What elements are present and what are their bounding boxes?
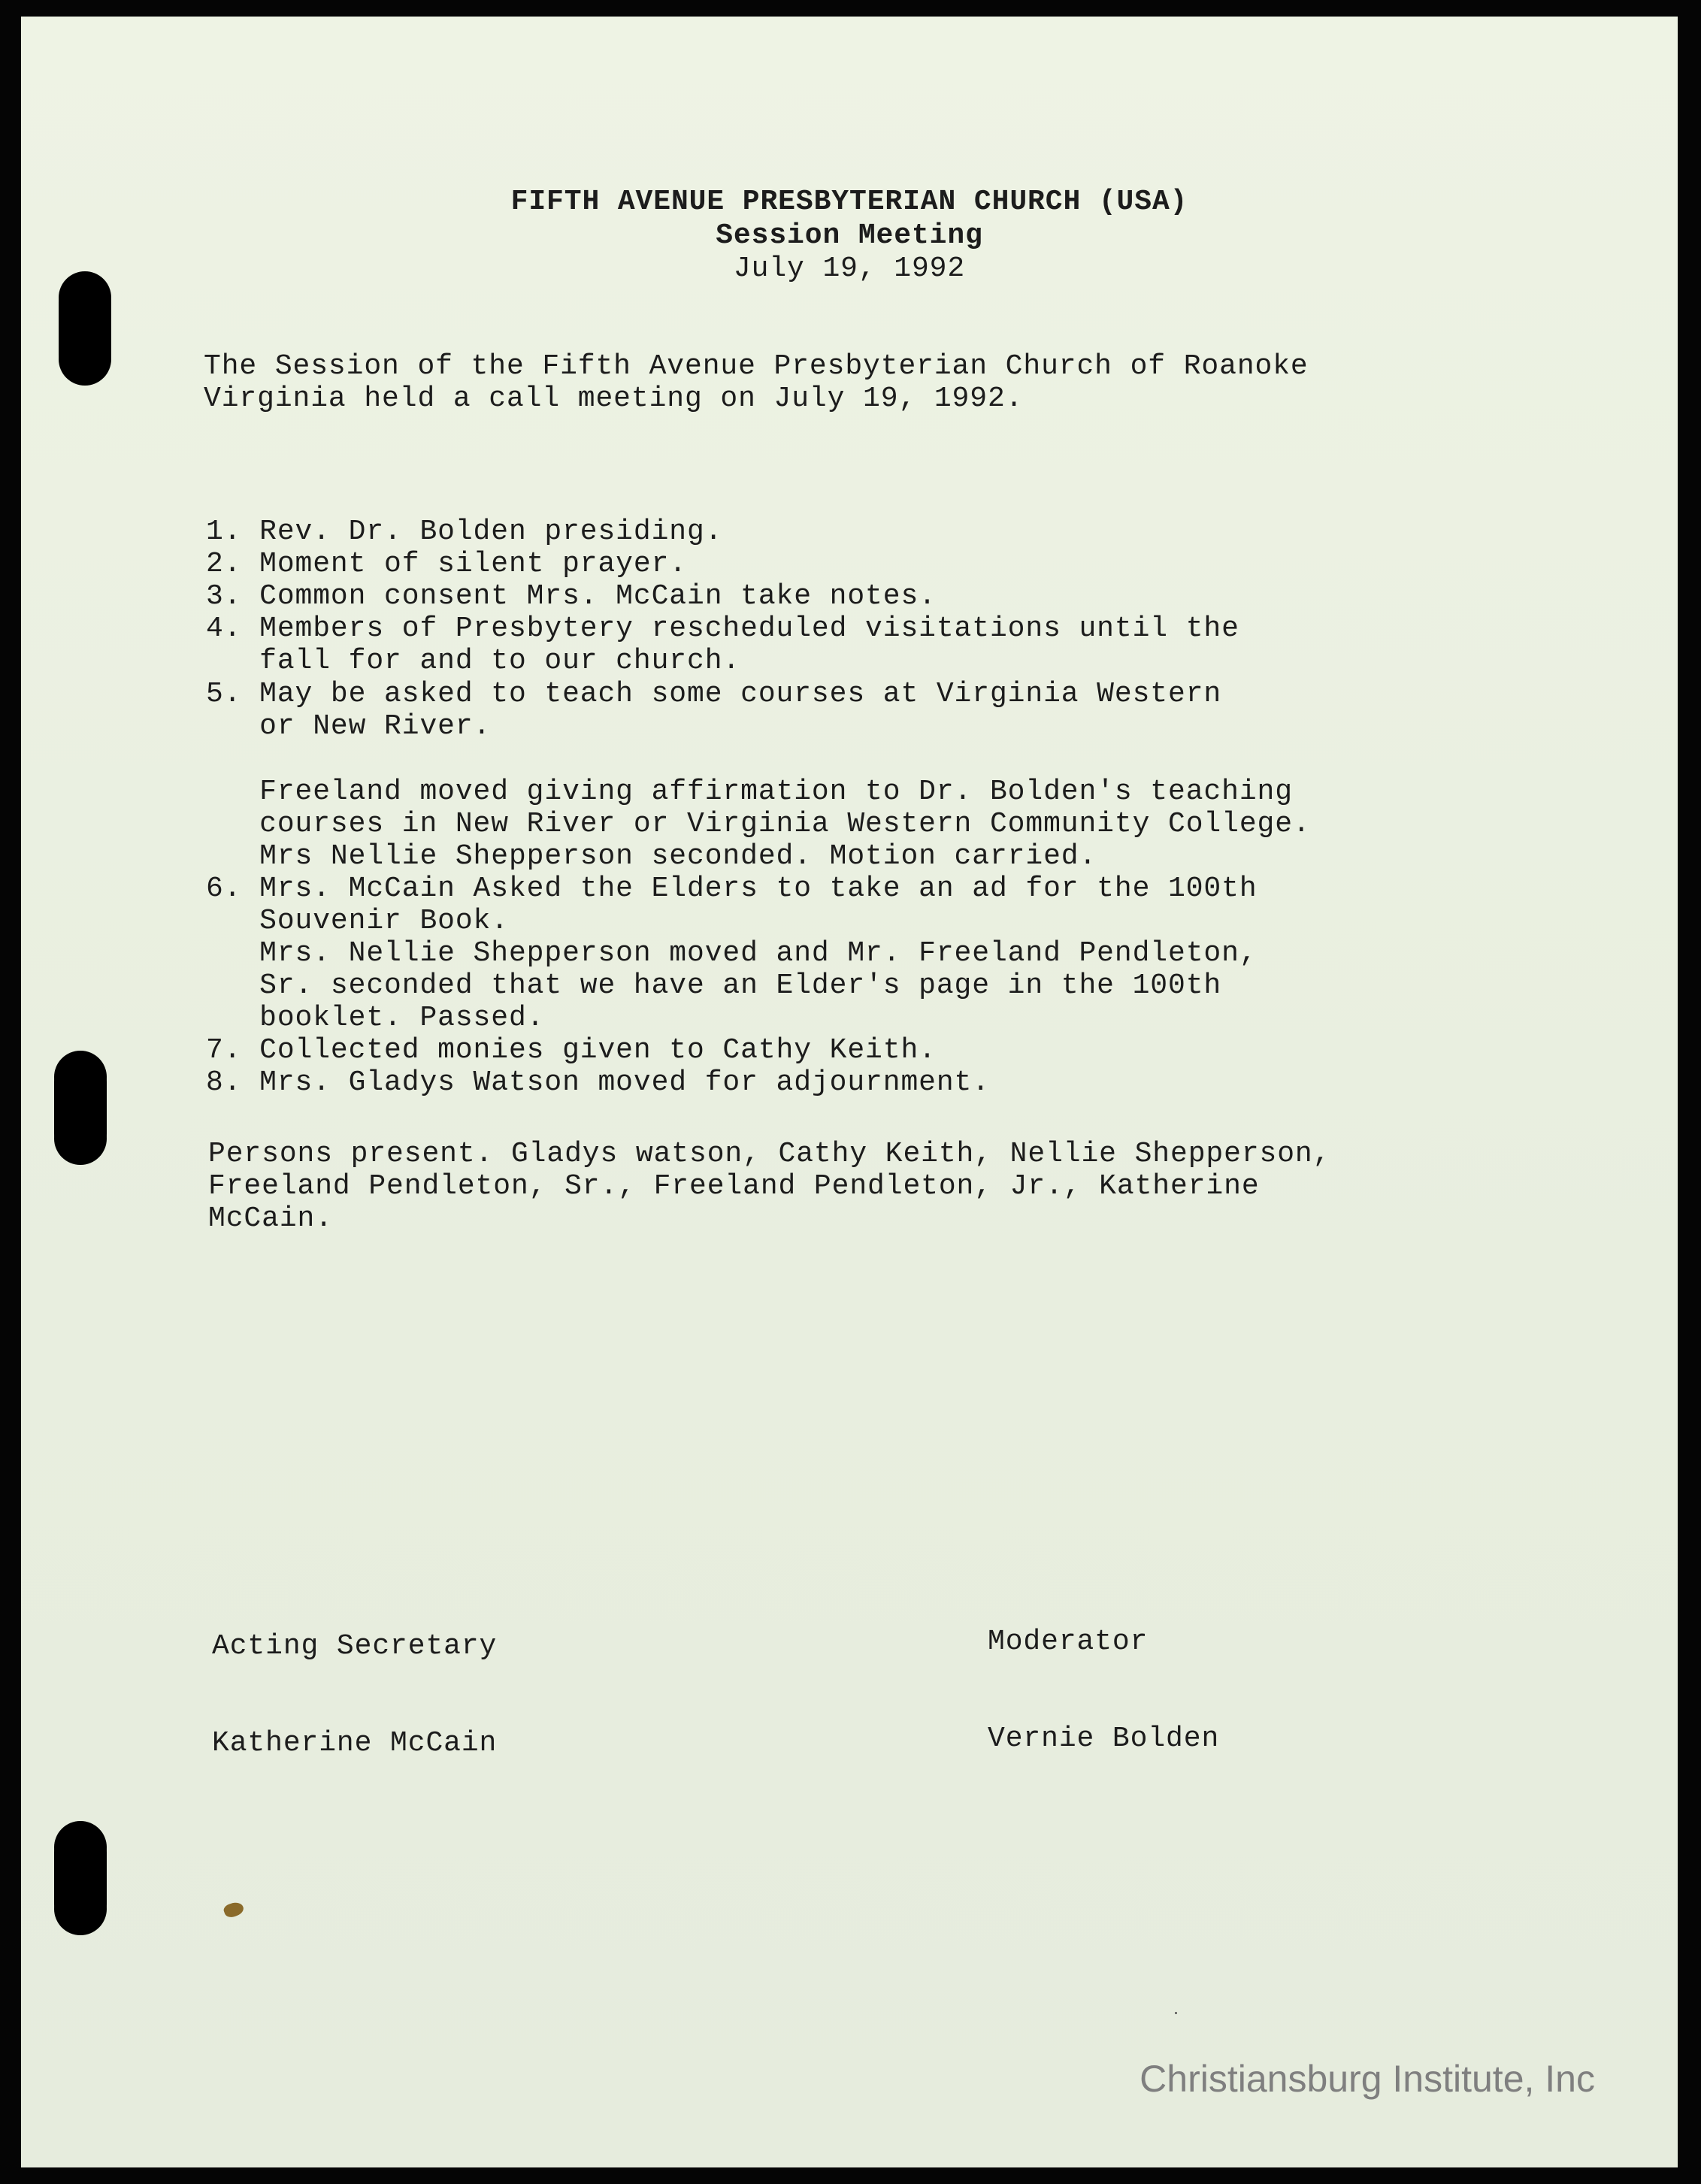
moderator-title: Moderator bbox=[988, 1626, 1149, 1658]
list-item: courses in New River or Virginia Western Community College. bbox=[206, 808, 1311, 840]
persons-present: Persons present. Gladys watson, Cathy Keith, Nellie Shepperson, bbox=[208, 1138, 1331, 1170]
list-item: 5. May be asked to teach some courses at Virginia Western bbox=[206, 678, 1222, 710]
paper-speck bbox=[222, 1900, 246, 1919]
intro-line: The Session of the Fifth Avenue Presbyterian Church of Roanoke bbox=[204, 350, 1309, 383]
list-item: 8. Mrs. Gladys Watson moved for adjournment. bbox=[206, 1066, 990, 1099]
list-item: booklet. Passed. bbox=[206, 1002, 545, 1034]
moderator-name: Vernie Bolden bbox=[988, 1723, 1220, 1755]
watermark-text: Christiansburg Institute, Inc bbox=[1140, 2058, 1595, 2100]
meeting-title: Session Meeting bbox=[716, 219, 983, 252]
intro-line: Virginia held a call meeting on July 19, 1992. bbox=[204, 383, 1024, 415]
secretary-name: Katherine McCain bbox=[212, 1727, 498, 1759]
persons-present: Freeland Pendleton, Sr., Freeland Pendleton, Jr., Katherine bbox=[208, 1170, 1260, 1202]
list-item: fall for and to our church. bbox=[206, 645, 741, 677]
list-item: 3. Common consent Mrs. McCain take notes. bbox=[206, 580, 937, 613]
secretary-title: Acting Secretary bbox=[212, 1630, 498, 1662]
punch-hole bbox=[54, 1055, 107, 1160]
list-item: Souvenir Book. bbox=[206, 905, 509, 937]
persons-present: McCain. bbox=[208, 1202, 333, 1235]
document-page bbox=[21, 17, 1678, 2167]
punch-hole bbox=[54, 1826, 107, 1931]
list-item: 1. Rev. Dr. Bolden presiding. bbox=[206, 516, 723, 548]
list-item: Mrs. Nellie Shepperson moved and Mr. Freeland Pendleton, bbox=[206, 937, 1258, 969]
list-item: 4. Members of Presbytery rescheduled visitations until the bbox=[206, 613, 1239, 645]
list-item: 2. Moment of silent prayer. bbox=[206, 548, 687, 580]
list-item: Sr. seconded that we have an Elder's page in the 100th bbox=[206, 969, 1222, 1002]
church-name: FIFTH AVENUE PRESBYTERIAN CHURCH (USA) bbox=[510, 186, 1188, 218]
list-item: Mrs Nellie Shepperson seconded. Motion carried. bbox=[206, 840, 1097, 873]
list-item: Freeland moved giving affirmation to Dr. Bolden's teaching bbox=[206, 776, 1293, 808]
meeting-date: July 19, 1992 bbox=[733, 253, 966, 285]
paper-dot bbox=[1175, 2012, 1177, 2014]
list-item: or New River. bbox=[206, 710, 492, 743]
list-item: 6. Mrs. McCain Asked the Elders to take an ad for the 100th bbox=[206, 873, 1258, 905]
list-item: 7. Collected monies given to Cathy Keith. bbox=[206, 1034, 937, 1066]
punch-hole bbox=[59, 276, 111, 381]
